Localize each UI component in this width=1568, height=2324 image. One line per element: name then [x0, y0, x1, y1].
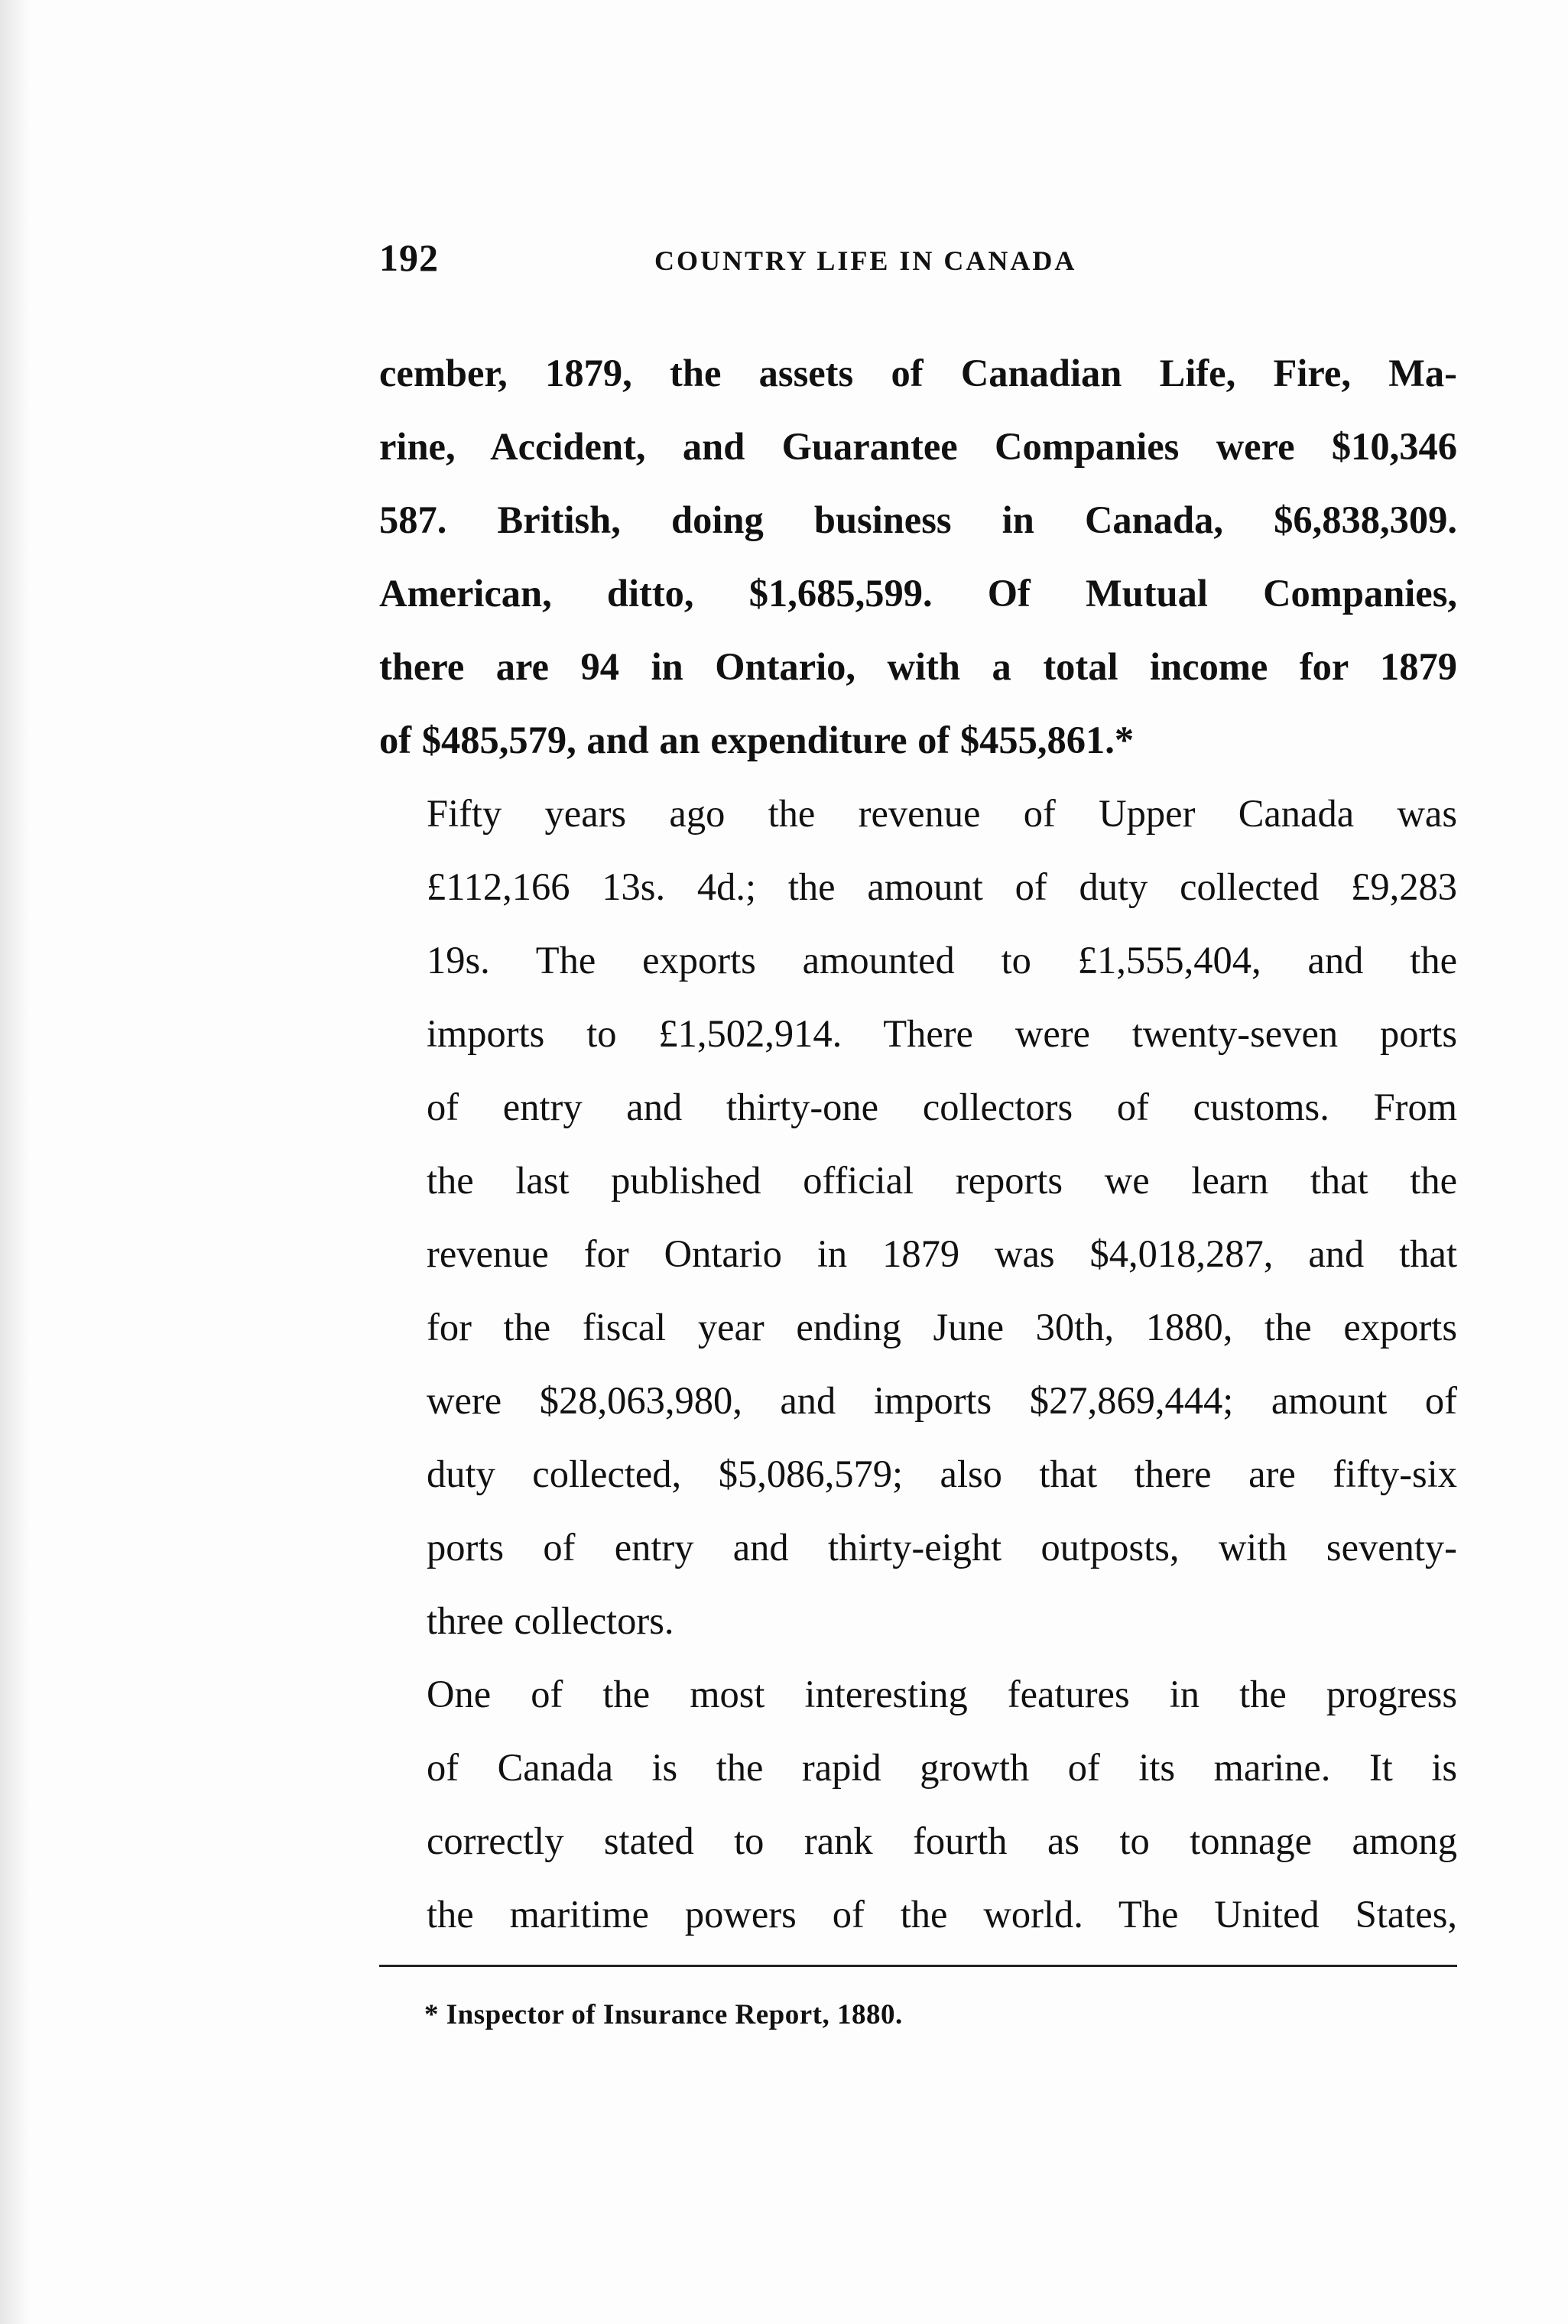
- text-line: of entry and thirty-one collectors of customs. From: [427, 1086, 1457, 1128]
- paragraph-insurance-assets: [379, 336, 1457, 777]
- binding-shadow: [0, 0, 31, 2324]
- text-line: cember, 1879, the assets of Canadian Life, Fire, Ma-: [379, 352, 1457, 394]
- text-line: for the fiscal year ending June 30th, 1880, the exports: [427, 1306, 1457, 1349]
- text-line: 19s. The exports amounted to £1,555,404, and the: [427, 939, 1457, 982]
- text-line: the last published official reports we learn that the: [427, 1159, 1457, 1202]
- text-line: there are 94 in Ontario, with a total income for 1879: [379, 645, 1457, 688]
- text-line: ports of entry and thirty-eight outposts, with seventy-: [427, 1526, 1457, 1569]
- text-line: duty collected, $5,086,579; also that there are fifty-six: [427, 1452, 1457, 1495]
- text-line: rine, Accident, and Guarantee Companies were $10,346: [379, 425, 1457, 468]
- body-text: [379, 336, 1457, 1951]
- running-title: COUNTRY LIFE IN CANADA: [654, 245, 1077, 276]
- text-line: were $28,063,980, and imports $27,869,444; amount of: [427, 1379, 1457, 1422]
- page-number: 192: [379, 236, 439, 279]
- text-line: the maritime powers of the world. The United States,: [427, 1893, 1457, 1936]
- text-line: three collectors.: [427, 1599, 674, 1642]
- running-head: [379, 235, 1220, 281]
- text-line: of $485,579, and an expenditure of $455,861.*: [379, 719, 1135, 761]
- text-line: of Canada is the rapid growth of its marine. It is: [427, 1746, 1457, 1789]
- paragraph-revenue: [379, 777, 1457, 1657]
- text-line: correctly stated to rank fourth as to tonnage among: [427, 1819, 1457, 1862]
- text-line: One of the most interesting features in the progress: [427, 1673, 1457, 1715]
- text-line: revenue for Ontario in 1879 was $4,018,287, and that: [427, 1232, 1457, 1275]
- footnote-rule: [379, 1965, 1457, 1967]
- text-line: American, ditto, $1,685,599. Of Mutual Companies,: [379, 572, 1457, 615]
- footnote: * Inspector of Insurance Report, 1880.: [424, 1999, 903, 2030]
- text-line: £112,166 13s. 4d.; the amount of duty collected £9,283: [427, 865, 1457, 908]
- text-line: Fifty years ago the revenue of Upper Canada was: [427, 792, 1457, 835]
- paragraph-marine: [379, 1657, 1457, 1951]
- text-line: 587. British, doing business in Canada, $6,838,309.: [379, 498, 1457, 541]
- text-line: imports to £1,502,914. There were twenty-seven ports: [427, 1012, 1457, 1055]
